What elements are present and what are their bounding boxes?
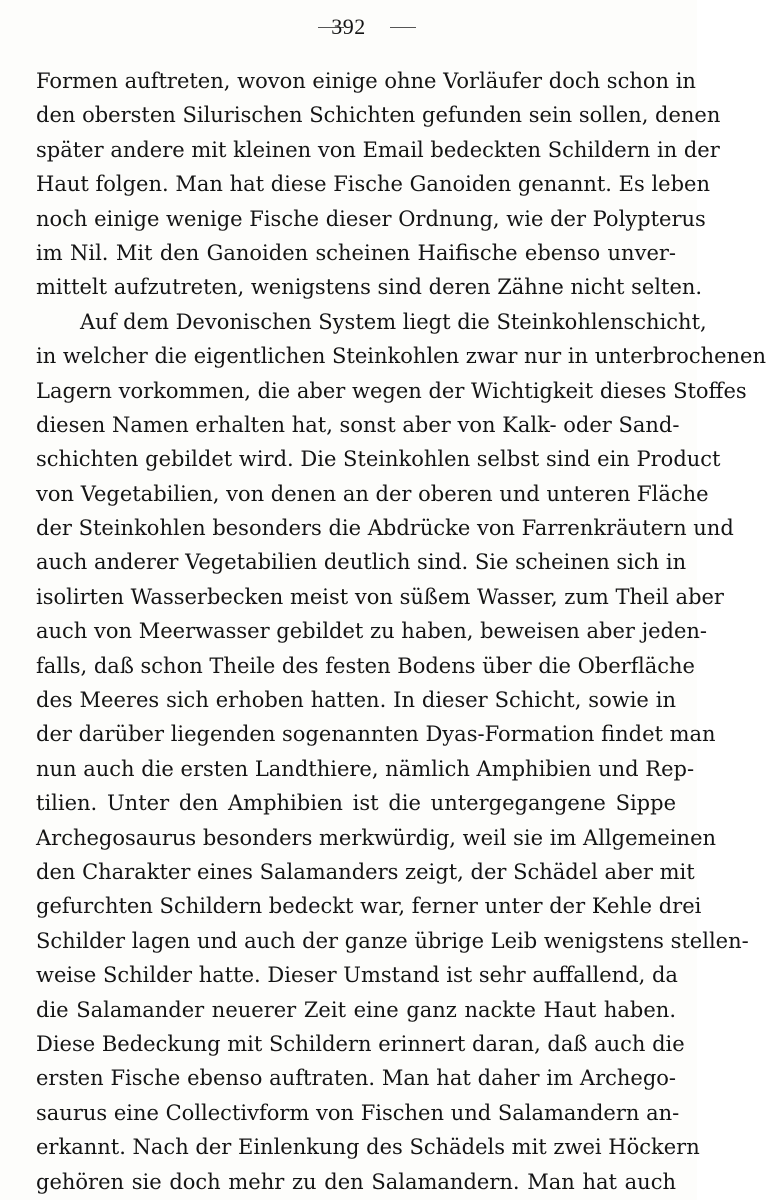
text-line: gehören sie doch mehr zu den Salamandern. Man hat auch bbox=[36, 1169, 676, 1194]
text-line: noch einige wenige Fische dieser Ordnung, wie der Polypterus bbox=[36, 206, 706, 231]
text-line: auch von Meerwasser gebildet zu haben, beweisen aber jeden- bbox=[36, 619, 708, 644]
text-line: isolirten Wasserbecken meist von süßem Wasser, zum Theil aber bbox=[36, 584, 724, 609]
text-line: Archegosaurus besonders merkwürdig, weil sie im Allgemeinen bbox=[36, 825, 717, 850]
text-line: Schilder lagen und auch der ganze übrige Leib wenigstens stellen- bbox=[36, 928, 749, 953]
text-line: falls, daß schon Theile des festen Bodens über die Oberfläche bbox=[36, 653, 695, 678]
text-line: der Steinkohlen besonders die Abdrücke von Farrenkräutern und bbox=[36, 516, 734, 541]
text-line: nun auch die ersten Landthiere, nämlich Amphibien und Rep- bbox=[36, 756, 695, 781]
text-line: diesen Namen erhalten hat, sonst aber von Kalk- oder Sand- bbox=[36, 412, 680, 437]
text-line: ersten Fische ebenso auftraten. Man hat daher im Archego- bbox=[36, 1066, 676, 1091]
text-line: erkannt. Nach der Einlenkung des Schädels mit zwei Höckern bbox=[36, 1135, 700, 1160]
text-line: von Vegetabilien, von denen an der oberen und unteren Fläche bbox=[36, 481, 709, 506]
text-line: Haut folgen. Man hat diese Fische Ganoiden genannt. Es leben bbox=[36, 172, 710, 197]
text-line: des Meeres sich erhoben hatten. In dieser Schicht, sowie in bbox=[36, 688, 676, 713]
text-line: die Salamander neuerer Zeit eine ganz nackte Haut haben. bbox=[36, 997, 676, 1022]
paragraph-first-line: Auf dem Devonischen System liegt die Steinkohlenschicht, bbox=[80, 309, 707, 334]
text-line: gefurchten Schildern bedeckt war, ferner unter der Kehle drei bbox=[36, 894, 702, 919]
text-line: saurus eine Collectivform von Fischen und Salamandern an- bbox=[36, 1100, 680, 1125]
text-line: mittelt aufzutreten, wenigstens sind deren Zähne nicht selten. bbox=[36, 275, 703, 300]
text-line: der darüber liegenden sogenannten Dyas-Formation findet man bbox=[36, 722, 716, 747]
text-line: in welcher die eigentlichen Steinkohlen zwar nur in unterbrochenen bbox=[36, 344, 766, 369]
text-line: im Nil. Mit den Ganoiden scheinen Haifische ebenso unver- bbox=[36, 240, 676, 265]
header-rule-right bbox=[390, 27, 416, 28]
body-text bbox=[36, 64, 766, 1199]
text-line: den obersten Silurischen Schichten gefunden sein sollen, denen bbox=[36, 103, 721, 128]
text-line: Lagern vorkommen, die aber wegen der Wichtigkeit dieses Stoffes bbox=[36, 378, 747, 403]
page-header bbox=[0, 12, 697, 42]
text-line: schichten gebildet wird. Die Steinkohlen selbst sind ein Product bbox=[36, 447, 721, 472]
text-line: Diese Bedeckung mit Schildern erinnert daran, daß auch die bbox=[36, 1031, 685, 1056]
text-line: auch anderer Vegetabilien deutlich sind. Sie scheinen sich in bbox=[36, 550, 687, 575]
page-number: 392 bbox=[331, 14, 366, 39]
text-line: tilien. Unter den Amphibien ist die untergegangene Sippe bbox=[36, 791, 676, 816]
text-line: später andere mit kleinen von Email bedeckten Schildern in der bbox=[36, 137, 720, 162]
text-line: weise Schilder hatte. Dieser Umstand ist sehr auffallend, da bbox=[36, 963, 678, 988]
text-line: Formen auftreten, wovon einige ohne Vorläufer doch schon in bbox=[36, 69, 696, 93]
text-line: den Charakter eines Salamanders zeigt, der Schädel aber mit bbox=[36, 859, 695, 884]
